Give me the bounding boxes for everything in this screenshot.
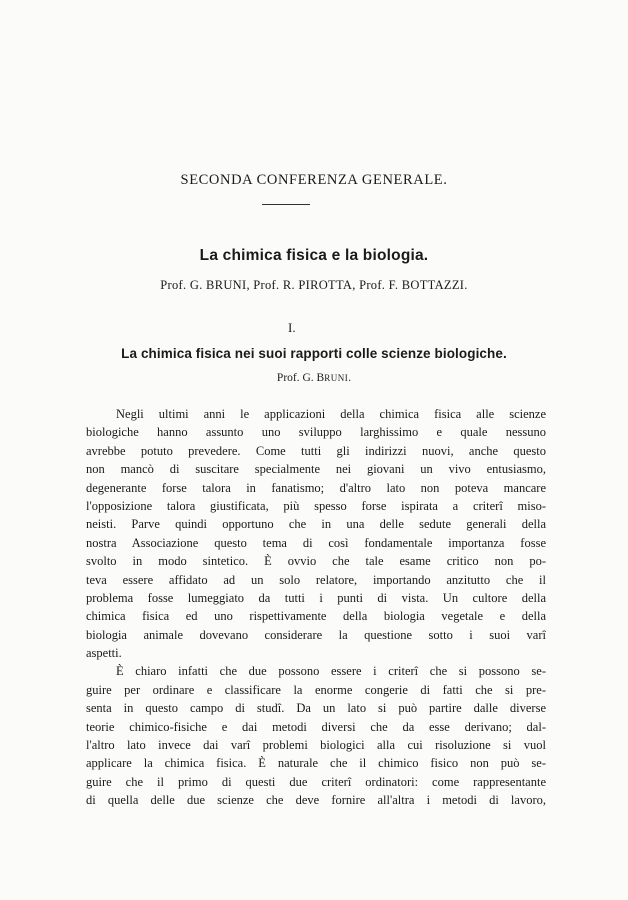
body-line: avrebbe potuto prevedere. Come tutti gli indirizzi nuovi, anche questo [86, 443, 546, 458]
body-line: l'opposizione talora giustificata, più spesso forse ispirata a criterî miso- [86, 498, 546, 513]
body-line: neisti. Parve quindi opportuno che in una delle sedute generali della [86, 517, 546, 532]
body-line: guire che il primo di questi due criterî ordinatori: come rappresentante [86, 774, 546, 789]
section-author [0, 372, 628, 384]
body-line: teorie chimico-fisiche e dai metodi diversi che da esse derivano; dal- [86, 719, 546, 734]
authors-line: Prof. G. BRUNI, Prof. R. PIROTTA, Prof. F. BOTTAZZI. [160, 278, 468, 292]
body-line: Negli ultimi anni le applicazioni della chimica fisica alle scienze [116, 407, 546, 421]
body-line: guire per ordinare e classificare la enorme congerie di fatti che si pre- [86, 682, 546, 697]
body-line: l'altro lato invece dai varî problemi biologici alla cui risoluzione si vuol [86, 738, 546, 753]
body-line: biologiche hanno assunto uno sviluppo larghissimo e quale nessuno [86, 425, 546, 440]
section-title: La chimica fisica nei suoi rapporti colle scienze biologiche. [121, 346, 507, 361]
section-numeral: I. [288, 320, 296, 335]
section-author-prefix: Prof. G. B [276, 372, 325, 384]
body-line: applicare la chimica fisica. È naturale che il chimico fisico non può se- [86, 756, 546, 771]
body-line: teva essere affidato ad un solo relatore, importando anzitutto che il [86, 572, 546, 587]
body-line: di quella delle due scienze che deve fornire all'altra i metodi di lavoro, [86, 793, 546, 808]
body-line: degenerante forse talora in fanatismo; d'altro lato non poteva mancare [86, 480, 546, 495]
conference-title: SECONDA CONFERENZA GENERALE. [180, 172, 448, 188]
body-line: svolto in modo sintetico. È ovvio che tale esame critico non po- [86, 554, 546, 569]
body-line: problema fosse lumeggiato da tutti i punti di vista. Un cultore della [86, 590, 546, 605]
body-line: nostra Associazione questo tema di così fondamentale importanza fosse [86, 535, 546, 550]
body-text [86, 405, 546, 810]
main-title: La chimica fisica e la biologia. [199, 247, 429, 264]
body-line: È chiaro infatti che due possono essere i criterî che si possono se- [116, 664, 546, 679]
body-line: chimica fisica ed uno rispettivamente della biologia vegetale e della [86, 609, 546, 624]
title-divider [262, 204, 310, 205]
section-author-suffix: . [348, 372, 352, 384]
body-line: aspetti. [86, 646, 122, 661]
body-line: non mancò di suscitare specialmente nei giovani un vivo entusiasmo, [86, 462, 546, 477]
body-line: biologia animale dovevano considerare la questione sotto i suoi varî [86, 627, 546, 642]
body-line: senta in questo campo di studî. Da un lato si può partire dalle diverse [86, 701, 546, 716]
section-author-smallcaps: RUNI [324, 373, 349, 383]
